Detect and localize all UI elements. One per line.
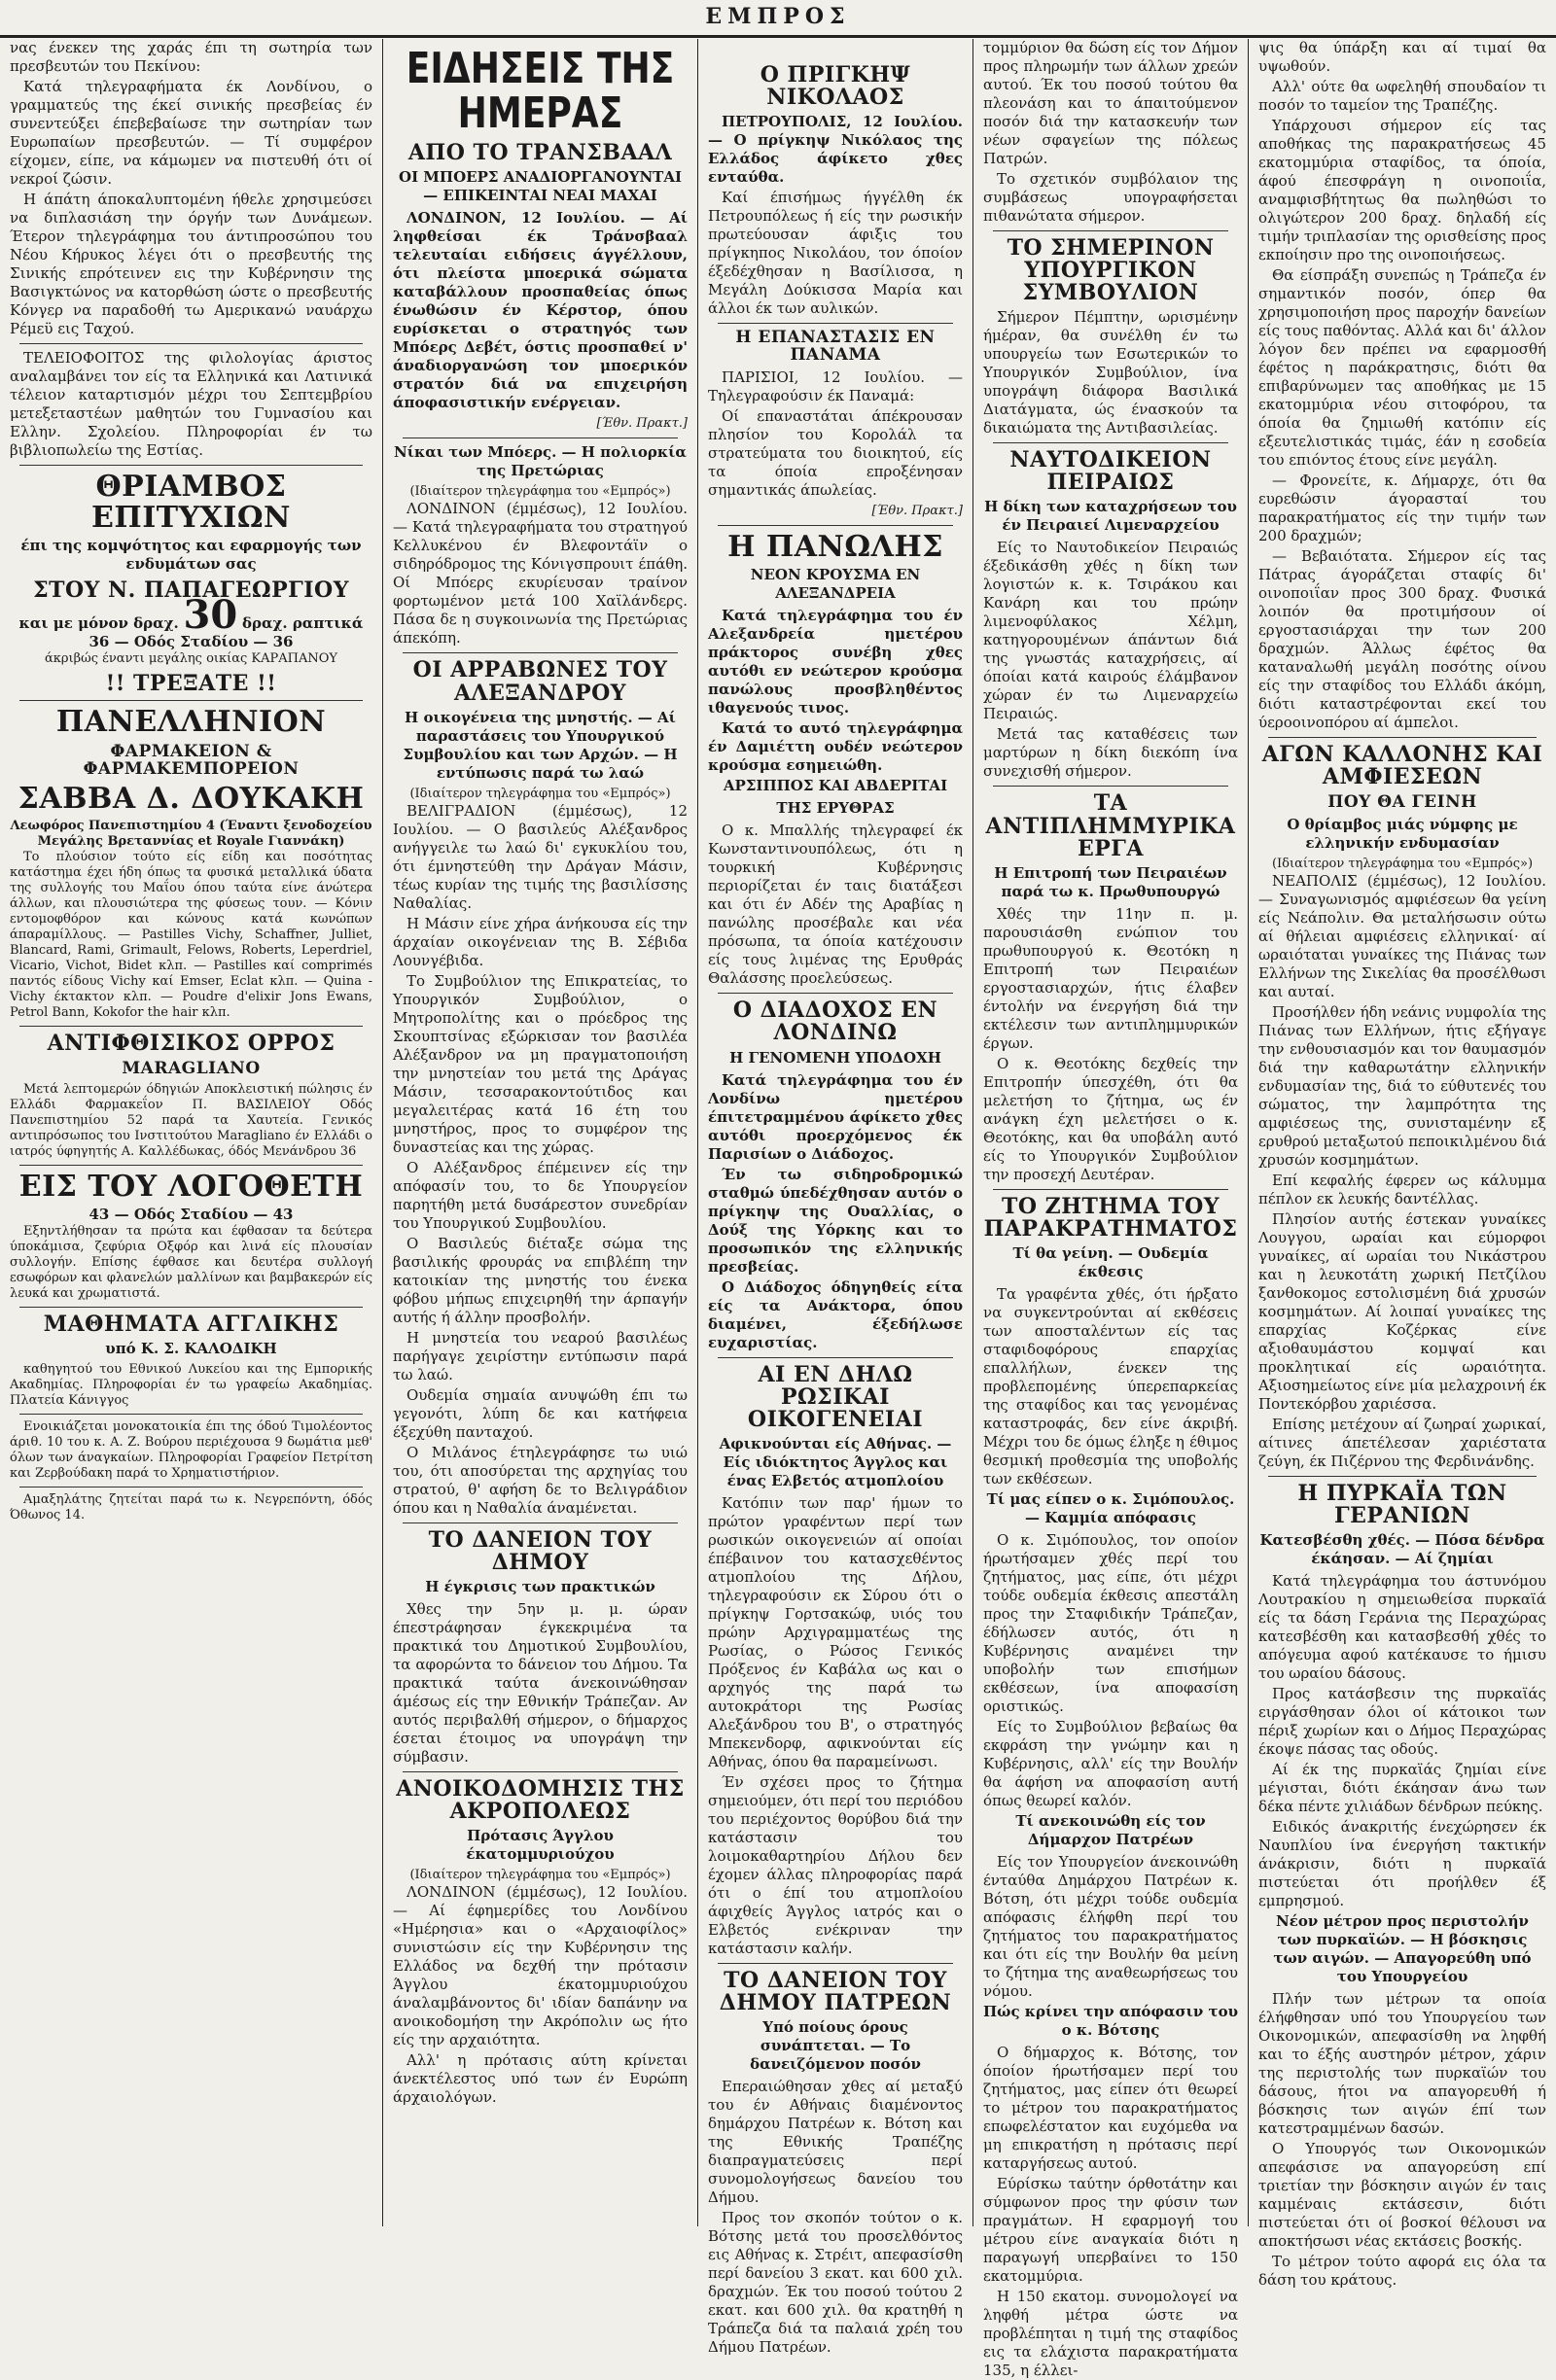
divider <box>993 1189 1228 1190</box>
divider <box>993 230 1228 231</box>
article-subhead: ΠΟΥ ΘΑ ΓΕΙΝΗ <box>1327 792 1477 813</box>
article-subhead: Τί μας είπεν ο κ. Σιμόπουλος. — Καμμία απόφασις <box>986 1489 1235 1526</box>
article-headline: Ο ΔΙΑΔΟΧΟΣ ΕΝ ΛΟΝΔΙΝΩ <box>732 998 938 1046</box>
article-text: Είς το Συμβούλιον βεβαίως θα εκφράση την γνώμην και η Κυβέρνησις, αλλ' είς την Βουλήν θα άφήση να αποφασίση αυτή όπως θεωρεί καλόν. <box>983 1717 1238 1809</box>
divider <box>403 1771 678 1772</box>
article-headline: Η ΠΑΝΩΛΗΣ <box>727 529 943 564</box>
article-text: Προς κατάσβεσιν της πυρκαϊάς ειργάσθησαν όλοι οί κάτοικοι των πέριξ χωρίων και ο Δήμος Περαχώρας έκοψε πάσας τας οδούς. <box>1258 1685 1546 1759</box>
article-headline: Νίκαι των Μπόερς. — Η πολιορκία της Πρετώριας <box>394 443 687 480</box>
article-text: Κατά το αυτό τηλεγράφημα έν Δαμιέττη ουδέν νεώτερον κρούσμα εσημειώθη. <box>708 719 963 775</box>
column-2 <box>383 39 697 2226</box>
article-text: Εύρίσκω ταύτην όρθοτάτην και σύμφωνον προς την φύσιν των πραγμάτων. Η εφαρμογή του μέτρου είνε αναγκαία διότι η παραγωγή υπερβαίνει το 150 εκατομμύρια. <box>983 2174 1238 2285</box>
article-text: Ο Αλέξανδρος έπέμεινεν είς την απόφασίν του, το δε Υπουργείον παρητήθη μετά δυσάρεστον συνεδρίαν του Υπουργικού Συμβουλίου. <box>393 1158 688 1232</box>
article-subhead: Η οικογένεια της μνηστής. — Αί παραστάσεις του Υπουργικού Συμβουλίου και των Αρχών. — Η εντύπωσις παρά τω λαώ <box>403 708 678 782</box>
article-text: Ο Διάδοχος όδηγηθείς είτα είς τα Ανάκτορα, όπου διαμένει, έξεδήλωσε ευχαριστίας. <box>708 1278 963 1351</box>
article-text: Η 150 εκατομ. συνομολογεί να ληφθή μέτρα ώστε να προβλέπηται η τιμή της σταφίδος εις τα ελάχιστα παρακρατήματα 135, η έλλει- <box>983 2287 1238 2379</box>
article-subhead: Νέον μέτρον προς περιστολήν των πυρκαϊών. — Η βόσκησις των αιγών. — Απαγορεύθη υπό του Υπουργείου <box>1273 1912 1532 1986</box>
article-subhead: Αφικνούνται είς Αθήνας. — Είς ιδιόκτητος Άγγλος και ένας Ελβετός ατμοπλοίου <box>719 1434 952 1489</box>
ad-cta: !! ΤΡΕΞΑΤΕ !! <box>105 671 277 697</box>
ad-body: καθηγητού του Εθνικού Λυκείου και της Εμπορικής Ακαδημίας. Πληροφορίαι έν τω γραφείω Ακαδημίας. Πλατεία Κάνιγγος <box>10 1362 372 1409</box>
article-text: Είς το Ναυτοδικείον Πειραιώς έξεδικάσθη χθές η δίκη των λογιστών κ. κ. Τσιράκου και Κανάρη και του πρώην λιμενοφύλακος Χέλμη, κατηγορουμένων άπάντων διά της γνωστάς καταχρήσεις, αί όποίαι κατά καιρούς έλάμβανον χώραν έν τω Λιμεναρχείω Πειραιώς. <box>983 539 1238 723</box>
article-text: ΠΕΤΡΟΥΠΟΛΙΣ, 12 Ιουλίου. — Ο πρίγκηψ Νικόλαος της Ελλάδος άφίκετο χθες ενταύθα. <box>708 113 963 187</box>
classified-ad: Αμαξηλάτης ζητείται παρά τω κ. Νεγρεπόντη, όδός Όθωνος 14. <box>10 1492 372 1523</box>
divider <box>1268 1476 1537 1477</box>
ad-note: άκριβώς έναντι μεγάλης οικίας ΚΑΡΑΠΑΝΟΥ <box>45 651 337 667</box>
article-subhead: Η ΓΕΝΟΜΕΝΗ ΥΠΟΔΟΧΗ <box>729 1048 941 1067</box>
article-text: Επεραιώθησαν χθες αί μεταξύ του έν Αθήναις διαμένοντος δημάρχου Πατρέων κ. Βότση και της Εθνικής Τραπέζης διαπραγματεύσεις περί συνομολογήσεως δανείου του Δήμου. <box>708 2078 963 2207</box>
divider <box>403 652 678 653</box>
article-headline: ΝΑΥΤΟΔΙΚΕΙΟΝ ΠΕΙΡΑΙΩΣ <box>1009 447 1212 496</box>
article-text: Προσήλθεν ήδη νεάνις νυμφολία της Πιάνας των Ελλήνων, ήτις εξήγαγε την ενθουσιασμόν και τον θαυμασμόν διά την καθαρωτάτην ελληνικήν ενδυμασίαν της, διά το εύθυτενές του σώματος, την λαμπρότητα της αμφιέσεως της, συνισταμένην εξ ερυθρού μεταξωτού πεποικιλμένου διά χρυσών κοσμημάτων. <box>1258 1003 1546 1170</box>
article-text: Αλλ' ούτε θα ωφεληθή σπουδαίον τι ποσόν το ταμείον της Τραπέζης. <box>1258 78 1546 114</box>
article-source: [Έθν. Πρακτ.] <box>596 416 688 432</box>
ad-price-suffix: δραχ. ραπτικά <box>242 614 364 633</box>
article-note: (Ιδιαίτερον τηλεγράφημα του «Εμπρός») <box>409 1868 671 1883</box>
ad-headline: ΘΡΙΑΜΒΟΣ ΕΠΙΤΥΧΙΩΝ <box>91 470 291 535</box>
article-subhead: Υπό ποίους όρους συνάπτεται. — Το δανειζόμενον ποσόν <box>750 2018 921 2074</box>
article-text: Επί κεφαλής έφερεν ως κάλυμμα πέπλον εκ λευκής δαντέλλας. <box>1258 1172 1546 1208</box>
ad-subhead: έπι της κομψότητος και εφαρμογής των ενδυμάτων σας <box>20 537 362 573</box>
ad-store-name: ΣΑΒΒΑ Δ. ΔΟΥΚΑΚΗ <box>18 782 365 817</box>
divider <box>718 525 953 526</box>
article-subhead: Ο θρίαμβος μιάς νύμφης με ελληνικήν ενδυμασίαν <box>1287 816 1518 853</box>
column-1 <box>0 39 382 2226</box>
article-text: Ουδεμία σημαία ανυψώθη έπι τω γεγονότι, λύπη δε και κατήφεια έξεχύθη πανταχού. <box>393 1385 688 1441</box>
article-text: Έν σχέσει προς το ζήτημα σημειούμεν, ότι περί του περιόδου του περιέχοντος θορύβου διά την κατάστασιν του λοιμοκαθαρτηρίου Δήλου δεν έχομεν άλλας πληροφορίας παρά ότι ο έπί του ατμοπλοίου άφιχθείς Άγγλος ιατρός και ο Ελβετός ενέκριναν την κατάστασιν καλήν. <box>708 1772 963 1957</box>
article-text: Υπάρχουσι σήμερον είς τας αποθήκας της παρακρατήσεως 45 εκατομμύρια σταφίδος, τα όποία, άφού έπεσφράγη η οινοποιΐα, αναμφισβήτητως θα πωληθώσι το ολιγώτερον 200 δραχ. δηλαδή είς τιμήν τριπλασίαν της ορισθείσης προς εκποίησιν προ της οινοποιήσεως. <box>1258 117 1546 263</box>
article-headline: ΤΑ ΑΝΤΙΠΛΗΜΜΥΡΙΚΑ ΕΡΓΑ <box>985 790 1236 861</box>
newspaper-title: ΕΜΠΡΟΣ <box>705 4 851 29</box>
section-banner: ΕΙΔΗΣΕΙΣ ΤΗΣ ΗΜΕΡΑΣ <box>406 44 675 139</box>
article-text: Η Μάσιν είνε χήρα άνήκουσα είς την άρχαίαν οικογένειαν της Β. Σέβιδα Λουνγέβιδα. <box>393 914 688 969</box>
article-text: Έν τω σιδηροδρομικώ σταθμώ ύπεδέχθησαν αυτόν ο πρίγκηψ της Ουαλλίας, ο Δούξ της Υόρκης και το προσωπικόν της ελληνικής πρεσβείας. <box>708 1165 963 1276</box>
divider <box>19 700 363 701</box>
article-headline: Ο ΠΡΙΓΚΗΨ ΝΙΚΟΛΑΟΣ <box>760 62 911 111</box>
ad-subhead: MARAGLIANO <box>122 1058 261 1078</box>
divider <box>718 1357 953 1358</box>
article-source: [Έθν. Πρακτ.] <box>871 503 963 518</box>
article-headline: ΑΝΟΙΚΟΔΟΜΗΣΙΣ ΤΗΣ ΑΚΡΟΠΟΛΕΩΣ <box>396 1775 685 1824</box>
article-headline: ΑΙ ΕΝ ΔΗΛΩ ΡΩΣΙΚΑΙ ΟΙΚΟΓΕΝΕΙΑΙ <box>747 1361 924 1432</box>
article-headline: ΤΟ ΔΑΝΕΙΟΝ ΤΟΥ ΔΗΜΟΥ <box>428 1526 653 1575</box>
ad-store-name: ΣΤΟΥ Ν. ΠΑΠΑΓΕΩΡΓΙΟΥ <box>33 578 349 603</box>
ad-headline: ΠΑΝΕΛΛΗΝΙΟΝ <box>55 705 327 740</box>
divider <box>19 1307 363 1308</box>
article-text: Κατόπιν των παρ' ήμων το πρώτον γραφέντων περί των ρωσικών οικογενειών αί οποίαι έπέβαινον του κατασχεθέντος ατμοπλοίου της Δήλου, τηλεγραφούσιν εκ Σύρου ότι ο πρίγκηψ Γορτσακώφ, υιός του πρώην Αρχιγραμματέως της Ρωσίας, ο Ρώσος Γενικός Πρόξενος έν Καβάλα ως και ο αρχηγός της παρά τω αυτοκράτορι της Ρωσίας Αλεξάνδρου του Β', ο στρατηγός Μπεκενδορφ, αφικνούνται είς Αθήνας, όπου θα παραμείνωσι. <box>708 1493 963 1770</box>
article-text: Οί επαναστάται άπέκρουσαν πλησίον του Κορολάλ τα στρατεύματα του διοικητού, είς τα όποία επροξένησαν σημαντικάς άπωλείας. <box>708 406 963 499</box>
classified-ad: ΤΕΛΕΙΟΦΟΙΤΟΣ της φιλολογίας άριστος αναλαμβάνει τον είς τα Ελληνικά και Λατινικά τέλειον καταρτισμόν μέχρι του Σεπτεμβρίου μετεξεταστέων μαθητών του Γυμνασίου και Ελλην. Σχολείου. Πληροφορίαι έν τω βιβλιοπωλείω της Εστίας. <box>10 349 372 459</box>
article-text: — Βεβαιότατα. Σήμερον είς τας Πάτρας άγοράζεται σταφίς δι' οινοποιΐαν προς 300 δραχ. Φυσικά λοιπόν θα προτιμήσουν οί εργοστασιάρχαι την των 200 δραχμών. Άλλως έφέτος θα καταναλωθή μεγάλη ποσότης οίνου είς την σταφίδος του Ελλάδι άκόμη, διότι καταστρέφονται εκεί του ύεροοινοπόρου αί άμπελοι. <box>1258 547 1546 731</box>
article-text: Ο κ. Θεοτόκης δεχθείς την Επιτροπήν ύπεσχέθη, ότι θα μελετήση το ζήτημα, ως έν ανάγκη έχη μελετήσει ο κ. Θεοτόκης, και θα υποβάλη αυτό είς το Υπουργικόν Συμβούλιον την προσεχή Δευτέραν. <box>983 1054 1238 1183</box>
article-headline: ΑΠΟ ΤΟ ΤΡΑΝΣΒΑΑΛ <box>407 140 673 166</box>
article-text: Χθές την 11ην π. μ. παρουσιάσθη ενώπιον του πρωθυπουργού κ. Θεοτόκη η Επιτροπή των Πειραιέων εργοστασιαρχών, ήτις έλαβεν έντολήν να ένεργήση διά την εκτέλεσιν των αντιπλημμυρικών έργων. <box>983 904 1238 1052</box>
column-3 <box>698 39 972 2357</box>
article-text: Μετά τας καταθέσεις των μαρτύρων η δίκη διεκόπη ίνα συνεχισθή σήμερον. <box>983 725 1238 781</box>
column-5 <box>1249 39 1556 2290</box>
divider <box>718 993 953 994</box>
article-headline: ΤΟ ΖΗΤΗΜΑ ΤΟΥ ΠΑΡΑΚΡΑΤΗΜΑΤΟΣ <box>983 1193 1238 1242</box>
article-text: ψις θα ύπάρξη και αί τιμαί θα υψωθούν. <box>1258 39 1546 75</box>
article-subhead: ΝΕΟΝ ΚΡΟΥΣΜΑ ΕΝ ΑΛΕΞΑΝΔΡΕΙΑ <box>750 566 921 603</box>
article-text: Το Συμβούλιον της Επικρατείας, το Υπουργικόν Συμβούλιον, ο Μητροπολίτης και ο πρόεδρος της Σκουπτσίνας εξώρκισαν τον βασιλέα Αλέξανδρον να μη πραγματοποιήση την μνηστείαν του μετά της Δράγας Μάσιν, τεσσαρακοντούτιδος και μεγαλειτέρας κατά 16 έτη του μνηστήρος, προς το συμφέρον της δυναστείας και της χώρας. <box>393 971 688 1156</box>
article-note: (Ιδιαίτερον τηλεγράφημα του «Εμπρός») <box>409 484 671 500</box>
ad-headline: ΕΙΣ ΤΟΥ ΛΟΓΟΘΕΤΗ <box>18 1169 364 1204</box>
divider <box>19 1487 363 1488</box>
ad-price-prefix: και με μόνον δραχ. <box>18 614 179 633</box>
article-text: Το μέτρον τούτο αφορά εις όλα τα δάση του κράτους. <box>1258 2253 1546 2290</box>
masthead <box>0 0 1556 33</box>
ad-body: Εξηντλήθησαν τα πρώτα και έφθασαν τα δεύτερα ύποκάμισα, ζεφύρια Οξφόρ και λινά είς πλουσίαν συλλογήν. Επίσης έφθασε και δευτέρα συλλογή εσωφόρων και φλανελών μαλλίνων και βαμβακερών είς λευκά και χρωματιστά. <box>10 1224 372 1302</box>
article-text: Ο δήμαρχος κ. Βότσης, τον όποίον ήρωτήσαμεν περί του ζητήματος, μας είπεν ότι θεωρεί το μέτρον του παρακρατήματος επωφελέστατον και ευχόμεθα να μη επικρατήση η πρότασις περί καταργήσεως αυτού. <box>983 2043 1238 2172</box>
article-subhead: Η δίκη των καταχρήσεων του έν Πειραιεί Λιμεναρχείου <box>984 498 1237 535</box>
ad-subhead: ΦΑΡΜΑΚΕΙΟΝ & ΦΑΡΜΑΚΕΜΠΟΡΕΙΟΝ <box>83 741 300 779</box>
article-text: Ο κ. Σιμόπουλος, τον οποίον ήρωτήσαμεν χθές περί του ζητήματος, μας είπε, ότι μέχρι τούδε ουδεμία έκθεσις απεστάλη προς την Σταφιδικήν Τράπεζαν, έδήλωσεν αυτός, ότι η Κυβέρνησις αναμένει την υποβολήν των επισήμων εκθέσεων, ίνα αποφασίση οριστικώς. <box>983 1530 1238 1715</box>
article-text: Σήμερον Πέμπτην, ωρισμένην ήμέραν, θα συνέλθη έν τω υπουργείω των Εσωτερικών το Υπουργικόν Συμβούλιον, ίνα υπογράψη διάφορα Βασιλικά Διατάγματα, ώς ένασκούν τα δικαιώματα της Αντιβασιλείας. <box>983 308 1238 438</box>
article-subhead: Τί ανεκοινώθη είς τον Δήμαρχον Πατρέων <box>1015 1811 1206 1848</box>
article-text: ΛΟΝΔΙΝΟΝ (έμμέσως), 12 Ιουλίου. — Αί έφημερίδες του Λονδίνου «Ημέρησια» και ο «Αρχαιοφίλος» συνιστώσιν είς την Κυβέρνησιν της Ελλάδος να δεχθή την πρότασιν Άγγλου έκατομμυριούχου άναλαμβάνοντος δι' ιδίαν δαπάνην να ανοικοδομήση την Ακρόπολιν ως ήτο είς την αρχαιότητα. <box>393 1883 688 2049</box>
article-text: Αλλ' η πρότασις αύτη κρίνεται άνεκτέλεστος υπό των έν Ευρώπη άρχαιολόγων. <box>393 2051 688 2107</box>
divider <box>19 1165 363 1166</box>
divider <box>718 323 953 324</box>
ad-body: Το πλούσιον τούτο είς είδη και ποσότητας κατάστημα έχει ήδη όπως τα φυσικά μεταλλικά ύδατα της συλλογής του Μαΐου όπου ταύτα είνε άνώτερα άλλων, και πλουσιώτερα της φύσεως τουν. — Κόνιν εντομοφθόρον και κώνους κατά κωνώπων άπαραμίλλους. — Pastilles Vichy, Schaffner, Julliet, Blancard, Rami, Grimault, Felows, Roberts, Leperdriel, Vicario, Vichot, Bidet κλπ. — Pastilles καί comprimés παντός είδους Vichy καί Emser, Eclat κλπ. — Quina - Vichy έκτακτον κλπ. — Poudre d'elixir Jons Ewans, Petrol Bann, Kokofor the hair κλπ. <box>10 849 372 1020</box>
article-text: Τα γραφέντα χθές, ότι ήρξατο να συγκεντρούνται αί εκθέσεις των αποσταλέντων είς τας σταφιδοφόρους επαρχίας επαλλήλων, ένεκεν της προβλεπομένης ύπερεπαρκείας της σταφίδος και τας γενομένας καταστροφάς, δεν είνε άκριβή. Μέχρι του δε όμως έληξε η έθιμος θεσμική προθεσμία της υποβολής των εκθέσεων. <box>983 1284 1238 1488</box>
article-text: ΝΕΑΠΟΛΙΣ (έμμέσως), 12 Ιουλίου. — Συναγωνισμός αμφιέσεων θα γείνη είς Νεάπολιν. Θα μεταλήσωσιν ούτω αί θήλειαι αμφιέσεις ελληνικαί· αί ωραιόταται γυναίκες της Πιάνας των Ελλήνων της Σικελίας θα προσέλθωσι και αυταί. <box>1258 872 1546 1001</box>
article-headline: Η ΕΠΑΝΑΣΤΑΣΙΣ ΕΝ ΠΑΝΑΜΑ <box>735 328 936 366</box>
article-text: Κατά τηλεγραφήματα έκ Λονδίνου, ο γραμματεύς της έκεί σινικής πρεσβείας έν συνεντεύξει έπεβεβαίωσε την σωτηρίαν των Ευρωπαίων πρεσβευτών. — Τί συμφέρον είχομεν, είπε, να κάμωμεν να πιστευθή ότι οί νεκροί ζώσιν. <box>10 78 372 188</box>
article-text: Κατά τηλεγράφημα του άστυνόμου Λουτρακίου η σημειωθείσα πυρκαϊά είς τα δάση Γεράνια της Περαχώρας κατεσβέσθη και κατασβεσθή χθές το απόγευμα αφού κατέκαυσε το ήμισυ του ωραίου δάσους. <box>1258 1572 1546 1683</box>
divider <box>993 442 1228 443</box>
article-note: (Ιδιαίτερον τηλεγράφημα του «Εμπρός») <box>1271 857 1534 872</box>
divider <box>403 1522 678 1523</box>
article-text: Χθες την 5ην μ. μ. ώραν έπεστράφησαν έγκεκριμένα τα πρακτικά του Δημοτικού Συμβουλίου, τα αφορώντα το δάνειον του Δήμου. Τα πρακτικά ταύτα άνεκοινώθησαν άμέσως είς την Εθνικήν Τράπεζαν. Αν αυτός περιβαλθή σήμερον, ο δήμαρχος έσεται έτοιμος να υπογράψη την σύμβασιν. <box>393 1599 688 1766</box>
classified-ad: Ενοικιάζεται μονοκατοικία έπι της όδού Τιμολέοντος άριθ. 10 του κ. Α. Ζ. Βούρου περιέχουσα 9 δωμάτια μεθ' όλων των άναγκαίων. Πληροφορίαι Γραφείον Πετρίτση και Ζερβούδακη παρά το Χρηματιστήριον. <box>10 1419 372 1482</box>
article-subhead: ΤΗΣ ΕΡΥΘΡΑΣ <box>776 799 895 818</box>
article-subhead: Πρότασις Άγγλου έκατομμυριούχου <box>466 1827 615 1864</box>
ad-subhead: υπό Κ. Σ. ΚΑΛΟΔΙΚΗ <box>105 1340 277 1358</box>
article-note: (Ιδιαίτερον τηλεγράφημα του «Εμπρός») <box>409 786 671 801</box>
article-text: Αί έκ της πυρκαϊάς ζημίαι είνε μέγισται, διότι έκάησαν άνω των δέκα πέντε χιλιάδων δένδρων πεύκης. <box>1258 1761 1546 1816</box>
article-text: ΛΟΝΔΙΝΟΝ, 12 Ιουλίου. — Αί ληφθείσαι έκ Τράνσβααλ τελευταίαι ειδήσεις άγγέλλουν, ότι πλείστα μπoερικά σώματα καταβάλλουν προσπαθείας όπως ένωθώσιν έν Κέρστορ, όπου ευρίσκεται ο στρατηγός των Μπόερς Δεβέτ, όστις προσπαθεί ν' άναδιοργανώση τον μπoερικόν στρατόν διά να επιχειρήση άποφασιστικήν ενέργειαν. <box>393 209 688 412</box>
article-text: Κατά τηλεγράφημα του έν Αλεξανδρεία ημετέρου πράκτορος συνέβη χθες αυτόθι εν νεώτερον κρούσμα πανώλους προσβληθέντος ιθαγενούς τινος. <box>708 607 963 718</box>
article-text: Πλήν των μέτρων τα οποία έλήφθησαν υπό του Υπουργείου των Οικονομικών, απεφασίσθη να ληφθή και το έξής αυστηρόν μέτρον, χάριν της περιστολής των πυρκαϊών του δάσους, ήτοι να απαγορευθή ή βόσκησις των αιγών έπί των κατεστραμμένων δασών. <box>1258 1990 1546 2138</box>
article-text: — Φρονείτε, κ. Δήμαρχε, ότι θα ευρεθώσιν άγορασταί του παρακρατήματος είς την τιμήν των 200 δραχμών; <box>1258 472 1546 544</box>
ad-headline: ΑΝΤΙΦΘΙΣΙΚΟΣ ΟΡΡΟΣ <box>47 1030 336 1056</box>
article-text: Ο κ. Μπαλλής τηλεγραφεί έκ Κωνσταντινουπόλεως, ότι η τουρκική Κυβέρνησις περιορίζεται έν ταις διατάξεσι και ότι έν Αδέν της Αραβίας η πανώλης προσέβαλε και νέα πρόσωπα, τα όποία κατέχουσιν είς τους λιμένας της Ερυθράς Θαλάσσης προελεύσεως. <box>708 822 963 988</box>
article-text: Ο Μιλάνος έτηλεγράφησε τω υιώ του, ότι αποσύρεται της αρχηγίας του στρατού, θ' αφήση δε το Βελιγράδιον όπου και η Ναθαλία άναμένεται. <box>393 1443 688 1517</box>
article-text: Κατά τηλεγράφημα του έν Λονδίνω ημετέρου έπιτετραμμένου άφίκετο χθες αυτόθι προερχόμενος έκ Παρισίων ο Διάδοχος. <box>708 1070 963 1163</box>
article-subhead: Πώς κρίνει την απόφασιν του ο κ. Βότσης <box>983 2002 1239 2039</box>
article-text: τομμύριον θα δώση είς τον Δήμον προς πληρωμήν των άλλων χρεών αυτού. Έκ του ποσού τούτου θα πλεονάση και το άπαιτούμενον ποσόν διά την κατασκευήν των νέων σφαγείων της πόλεως Πατρών. <box>983 39 1238 167</box>
article-subhead: ΟΙ ΜΠΟΕΡΣ ΑΝΑΔΙΟΡΓΑΝΟΥΝΤΑΙ — ΕΠΙΚΕΙΝΤΑΙ ΝΕΑΙ ΜΑΧΑΙ <box>399 168 682 205</box>
article-text: Η μνηστεία του νεαρού βασιλέως παρήγαγε χειρίστην εντύπωσιν παρά τω λαώ. <box>393 1328 688 1383</box>
article-text: ΠΑΡΙΣΙΟΙ, 12 Ιουλίου. — Τηλεγραφούσιν έκ Παναμά: <box>708 368 963 404</box>
article-text: Ο Βασιλεύς διέταξε σώμα της βασιλικής φρουράς να επιβλέπη την κατοικίαν της μνηστής του ένεκα φόβου μήπως επιχειρηθή την άρπαγήν αυτής ή άλλην προσβολήν. <box>393 1234 688 1326</box>
divider <box>993 786 1228 787</box>
divider <box>19 465 363 466</box>
article-text: Είς τον Υπουργείον άνεκοινώθη ένταύθα Δημάρχου Πατρέων κ. Βότση, ότι μέχρι τούδε ουδεμία απόφασις έλήφθη περί του ζητήματος του παρακρατήματος και ότι είς την Βουλήν θα μείνη το ζήτημα της αναθεωρήσεως του νόμου. <box>983 1852 1238 2000</box>
ad-address: 43 — Οδός Σταδίου — 43 <box>88 1206 294 1224</box>
article-headline: Η ΠΥΡΚΑΪΑ ΤΩΝ ΓΕΡΑΝΙΩΝ <box>1297 1481 1507 1529</box>
article-subhead: Τί θα γείνη. — Ουδεμία έκθεσις <box>1012 1243 1209 1280</box>
header-rule <box>0 35 1556 38</box>
article-subhead: ΑΡΣΙΠΠΟΣ ΚΑΙ ΑΒΔΕΡΙΤΑΙ <box>723 777 948 795</box>
article-subhead: Η έγκρισις των πρακτικών <box>425 1577 655 1595</box>
article-text: νας ένεκεν της χαράς έπι τη σωτηρία των πρεσβευτών του Πεκίνου: <box>10 39 372 75</box>
ad-headline: ΜΑΘΗΜΑΤΑ ΑΓΓΛΙΚΗΣ <box>43 1312 339 1338</box>
ad-address: 36 — Οδός Σταδίου — 36 <box>88 633 294 651</box>
article-text: ΛΟΝΔΙΝΟΝ (έμμέσως), 12 Ιουλίου. — Κατά τηλεγραφήματα του στρατηγού Κελλυκένου έν Βλεφοντάϊν ο σιδηρόδρομος της Κόνιγσπρουιτ έπάθη. Οί Μπόερς εκυρίευσαν τραίνον φορτωμένον μετά 100 Χαϊλάνδερς. Πάσα δε η συγκοινωνία της Πρετώριας άπεκόπη. <box>393 500 688 648</box>
article-text: Ο Υπουργός των Οικονομικών απεφάσισε να απαγορεύση επί τριετίαν την βόσκησιν αιγών έν ταις καμμέναις εκτάσεσιν, διότι πιστεύεται ότι οί βοσκοί θέλουσι να αποκτήσωσι νέας εκτάσεις βοσκής. <box>1258 2140 1546 2251</box>
ad-price: 30 <box>183 592 238 639</box>
article-text: ΒΕΛΙΓΡΑΔΙΟΝ (έμμέσως), 12 Ιουλίου. — Ο βασιλεύς Αλέξανδρος ανήγγειλε τω λαώ δι' εγκυκλίου του, ότι έμνηστεύθη την Δράγαν Μάσιν, τέως κυρίαν της τιμής της βασιλίσσης Ναθαλίας. <box>393 801 688 912</box>
article-headline: ΤΟ ΔΑΝΕΙΟΝ ΤΟΥ ΔΗΜΟΥ ΠΑΤΡΕΩΝ <box>719 1967 952 2015</box>
divider <box>19 1026 363 1027</box>
article-headline: ΟΙ ΑΡΡΑΒΩΝΕΣ ΤΟΥ ΑΛΕΞΑΝΔΡΟΥ <box>412 657 668 706</box>
article-text: Πλησίον αυτής έστεκαν γυναίκες Λουγγου, ωραίαι και εύμορφοι γυναίκες, αί ωραίαι του Νικάστρου και η λευκοτάτη χωρική Πετζίλου ξανθοκομος εστολισμένη διά χρυσών κοσμημάτων. Αί λοιπαί γυναίκες της επαρχίας Κοζέρκας είνε αξιοθαυμάστου κομψαί και προκλητικαί είς ωραιότητα. Αξιοσημείωτος είνε μία μελαχροινή έκ Ποντεκόρβου χαριέσσα. <box>1258 1210 1546 1414</box>
article-text: Το σχετικόν συμβόλαιον της συμβάσεως υπογραφήσεται πιθανώτατα σήμερον. <box>983 170 1238 225</box>
ad-body: Μετά λεπτομερών όδηγιών Αποκλειστική πώλησις έν Ελλάδι Φαρμακεΐον Π. ΒΑΣΙΛΕΙΟΥ Οδός Πανεπιστημίου 52 παρά τα Χαυτεία. Γενικός αντιπρόσωπος του Ινστιτούτου Maragliano έν Ελλάδι ο ιατρός ύφηγητής Α. Καλλέδωκας, όδός Μενάνδρου 36 <box>10 1081 372 1159</box>
article-text: Προς τον σκοπόν τούτον ο κ. Βότσης μετά του προσελθόντος εις Αθήνας κ. Στρέιτ, απεφασίσθη περί δανείου 3 εκατ. και 600 χιλ. δραχμών. Έκ του ποσού τούτου 2 εκατ. και 600 χιλ. θα κρατηθή η Τράπεζα διά τα παλαιά χρέη του Δήμου Πατρέων. <box>708 2209 963 2357</box>
article-headline: ΑΓΩΝ ΚΑΛΛΟΝΗΣ ΚΑΙ ΑΜΦΙΕΣΕΩΝ <box>1261 742 1543 790</box>
divider <box>1268 737 1537 738</box>
column-4 <box>973 39 1248 2379</box>
divider <box>19 343 363 344</box>
article-text: Επίσης μετέχουν αί ζωηραί χωρικαί, αίτινες άπετέλεσαν χαριέστατα ζεύγη, έκ Πιζέρνου της Φερδινάνδης. <box>1258 1416 1546 1471</box>
article-text: Θα είσπράξη συνεπώς η Τράπεζα έν σημαντικόν ποσόν, όπερ θα χρησιμοποιήση προς παροχήν δανείων είς τους παθόντας. Αλλά και δι' άλλον λόγον δεν πρέπει να εφαρμοσθή έφέτος η παράκρατησις, διότι θα επιβαρύνωμεν τας αποθήκας με 15 εκατομμύρια νέου σιτοφόρου, τα όποία θα ζημιωθή κατόπιν είς εξευτελιστικάς τιμάς, έάν η εσοδεία του επιόντος έτους είνε μεγάλη. <box>1258 266 1546 469</box>
article-text: Η άπάτη άποκαλυπτομένη ήθελε χρησιμεύσει να διπλασιάση την όργήν των Δυνάμεων. Έτερον τηλεγράφημα του άντιπροσώπου του Νέου Κήρυκος λέγει ότι ο πρεσβευτής της Σινικής επρότεινεν εις την Κυβέρνησιν της Βασιγκτώνος να κατορθώση ώστε ο πρεσβευτής Κόνγερ να παραδοθή τω Αμερικανώ ναυάρχω Ρέμεϋ εις Ταχού. <box>10 191 372 337</box>
article-text: Ειδικός άνακριτής ένεχώρησεν έκ Ναυπλίου ίνα ένεργήση τακτικήν άνάκρισιν, διότι η πυρκαϊά πιστεύεται ότι προήλθεν έξ εμπρησμού. <box>1258 1818 1546 1910</box>
article-text: Καί έπισήμως ήγγέλθη έκ Πετρουπόλεως ή είς την ρωσικήν πρωτεύουσαν άφιξις του πρίγκηπος Νικολάου, τον όποίον έξεδέχθησαν η Βασίλισσα, η Μεγάλη Δούκισσα Μαρία και άλλοι έκ των αυλικών. <box>708 189 963 318</box>
ad-address: Λεωφόρος Πανεπιστημίου 4 (Έναντι ξενοδοχείου Μεγάλης Βρεταννίας et Royale Γιαννάκη) <box>10 818 372 849</box>
divider <box>19 1414 363 1415</box>
divider <box>718 1963 953 1964</box>
article-subhead: Κατεσβέσθη χθές. — Πόσα δένδρα έκάησαν. — Αί ζημίαι <box>1259 1531 1545 1568</box>
article-headline: ΤΟ ΣΗΜΕΡΙΝΟΝ ΥΠΟΥΡΓΙΚΟΝ ΣΥΜΒΟΥΛΙΟΝ <box>1007 235 1215 306</box>
article-subhead: Η Επιτροπή των Πειραιέων παρά τω κ. Πρωθυπουργώ <box>994 863 1227 900</box>
